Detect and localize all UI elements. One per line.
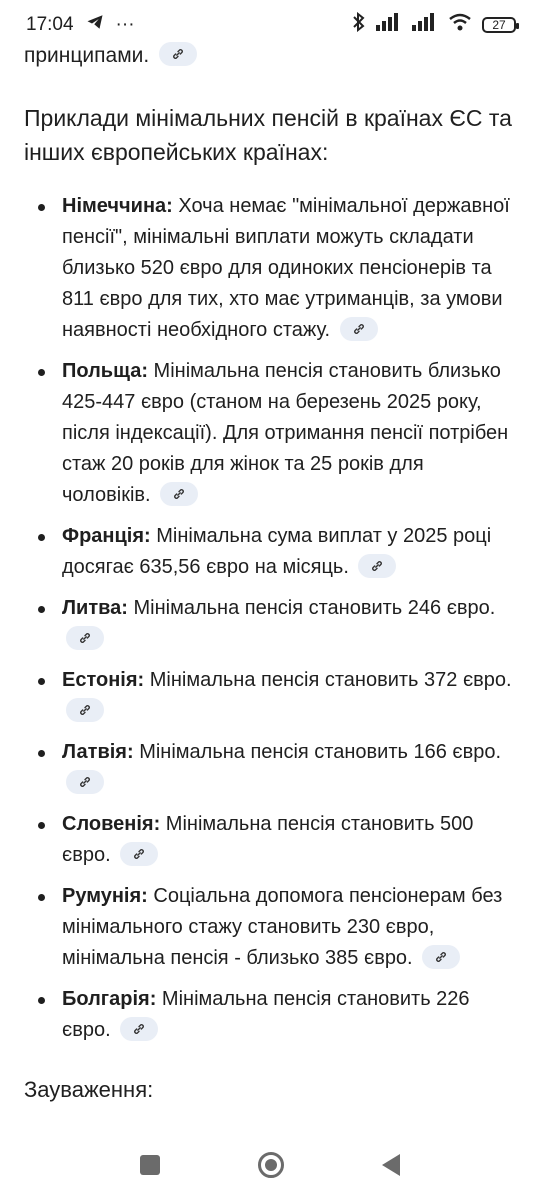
intro-text: принципами. — [24, 44, 150, 67]
item-text: Мінімальна пенсія становить 500 євро. — [62, 813, 474, 866]
home-button[interactable] — [258, 1152, 284, 1178]
section-heading: Приклади мінімальних пенсій в країнах ЄС та інших європейських країнах: — [24, 105, 512, 165]
link-icon — [434, 950, 448, 964]
item-text: Хоча немає "мінімальної державної пенсії", мінімальні виплати можуть складати близько 520 євро для одиноких пенсіонерів та 811 євро для тих, хто має утриманців, за умови наявності необхідного стажу. — [62, 195, 510, 341]
recent-apps-button[interactable] — [140, 1155, 160, 1175]
item-text: Мінімальна пенсія становить 166 євро. — [133, 741, 502, 763]
source-link-chip[interactable] — [66, 770, 104, 794]
country-name: Німеччина: — [62, 195, 173, 217]
list-item — [24, 809, 516, 871]
status-right — [352, 12, 516, 38]
item-text: Соціальна допомога пенсіонерам без мінімального стажу становить 230 євро, мінімальна пенсія - близько 385 євро. — [62, 885, 503, 969]
item-text: Мінімальна пенсія становить близько 425-447 євро (станом на березень 2025 року, після індексації). Для отримання пенсії потрібен стаж 20 років для жінок та 25 років для чоловіків. — [62, 360, 509, 506]
list-item — [24, 191, 516, 346]
signal-icon — [412, 13, 438, 37]
source-link-chip[interactable] — [340, 317, 378, 341]
country-name: Румунія: — [62, 885, 148, 907]
battery-indicator: 27 — [482, 17, 516, 33]
telegram-icon — [86, 13, 104, 37]
signal-icon — [376, 13, 402, 37]
list-item — [24, 881, 516, 974]
link-icon — [172, 487, 186, 501]
source-link-chip[interactable] — [120, 1017, 158, 1041]
list-item — [24, 737, 516, 799]
list-item — [24, 521, 516, 583]
source-link-chip[interactable] — [159, 42, 197, 66]
link-icon — [78, 775, 92, 789]
link-icon — [132, 1022, 146, 1036]
answer-content — [0, 40, 540, 1105]
country-name: Литва: — [62, 597, 128, 619]
more-notifications: ··· — [115, 14, 135, 35]
link-icon — [78, 631, 92, 645]
country-name: Латвія: — [62, 741, 134, 763]
home-icon — [265, 1159, 277, 1171]
item-text: Мінімальна пенсія становить 246 євро. — [127, 597, 496, 619]
link-icon — [78, 703, 92, 717]
wifi-icon — [448, 13, 472, 37]
item-text: Мінімальна сума виплат у 2025 році досягає 635,56 євро на місяць. — [62, 525, 492, 578]
item-text: Мінімальна пенсія становить 372 євро. — [144, 669, 512, 691]
source-link-chip[interactable] — [422, 945, 460, 969]
link-icon — [370, 559, 384, 573]
navigation-bar — [0, 1130, 540, 1200]
source-link-chip[interactable] — [66, 698, 104, 722]
intro-paragraph — [24, 40, 516, 71]
source-link-chip[interactable] — [160, 482, 198, 506]
source-link-chip[interactable] — [120, 842, 158, 866]
link-icon — [171, 47, 185, 61]
link-icon — [132, 847, 146, 861]
list-item — [24, 984, 516, 1046]
source-link-chip[interactable] — [66, 626, 104, 650]
country-name: Франція: — [62, 525, 151, 547]
list-item — [24, 665, 516, 727]
back-button[interactable] — [382, 1154, 400, 1176]
list-item — [24, 593, 516, 655]
bluetooth-icon — [352, 12, 366, 38]
country-name: Польща: — [62, 360, 148, 382]
status-left — [26, 13, 135, 37]
country-name: Словенія: — [62, 813, 161, 835]
source-link-chip[interactable] — [358, 554, 396, 578]
note-heading: Зауваження: — [24, 1077, 154, 1102]
list-item — [24, 356, 516, 511]
status-time: 17:04 — [26, 14, 74, 35]
country-name: Болгарія: — [62, 988, 157, 1010]
link-icon — [352, 322, 366, 336]
country-name: Естонія: — [62, 669, 145, 691]
item-text: Мінімальна пенсія становить 226 євро. — [62, 988, 470, 1041]
pension-list — [24, 191, 516, 1046]
